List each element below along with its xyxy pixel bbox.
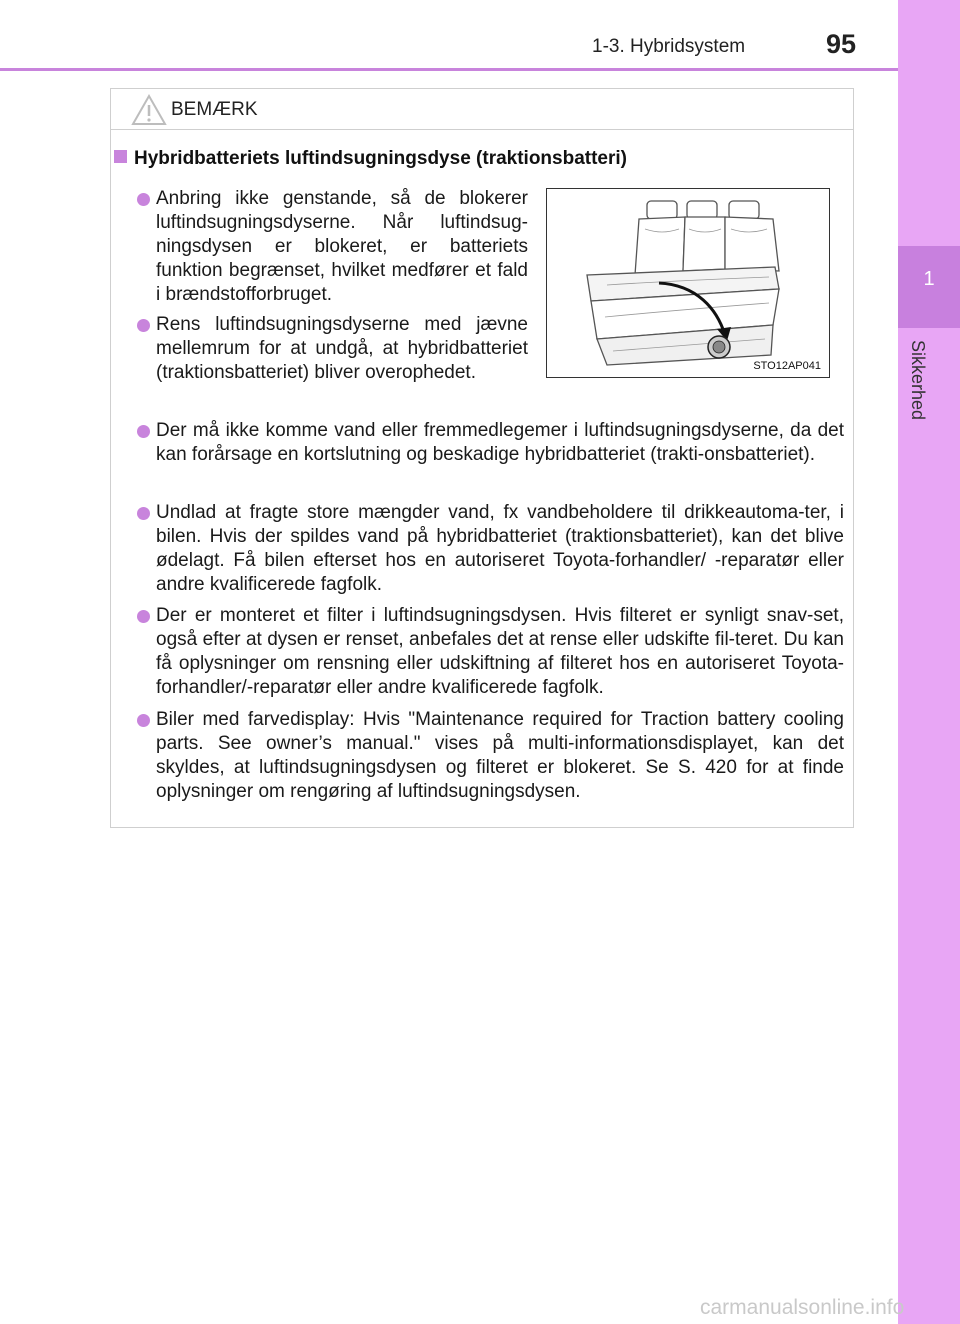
section-title: 1-3. Hybridsystem xyxy=(592,36,746,57)
subheading-text: Hybridbatteriets luftindsugningsdyse (traktionsbatteri) xyxy=(134,148,627,169)
list-item xyxy=(156,604,844,700)
note-label: BEMÆRK xyxy=(171,99,258,120)
list-item xyxy=(156,187,528,307)
bullet-icon xyxy=(137,507,150,520)
chapter-side-tab xyxy=(898,0,960,1324)
list-item-text: Rens luftindsugningsdyserne med jævne mellemrum for at undgå, at hybridbatteriet (traktionsbatteriet) bliver overophedet. xyxy=(156,314,528,383)
chapter-number-box xyxy=(898,246,960,328)
chapter-number: 1 xyxy=(923,268,935,290)
bullet-icon xyxy=(137,425,150,438)
bullet-icon xyxy=(137,714,150,727)
bullet-icon xyxy=(137,610,150,623)
bullet-icon xyxy=(137,319,150,332)
watermark: carmanualsonline.info xyxy=(700,1296,905,1319)
square-bullet-icon xyxy=(114,150,127,163)
chapter-title: Sikkerhed xyxy=(908,340,928,421)
list-item-text: Der er monteret et filter i luftindsugningsdysen. Hvis filteret er synligt snav-set, også efter at dysen er renset, anbefales det at rense eller udskifte fil-teret. Du kan få oplysninger om rensning eller udskiftning af filteret hos en autoriseret Toyota-forhandler/-reparatør eller andre kvalificerede fagfolk. xyxy=(156,605,844,698)
list-item xyxy=(156,501,844,597)
rear-seat-illustration xyxy=(546,188,830,378)
list-item-text: Der må ikke komme vand eller fremmedlegemer i luftindsugningsdyserne, da det kan forårsage en kortslutning og beskadige hybridbatteriet (trakti-onsbatteriet). xyxy=(156,420,844,465)
illustration-code: STO12AP041 xyxy=(753,360,821,372)
list-item-text: Anbring ikke genstande, så de blokerer luftindsugningsdyserne. Når luftindsug-ningsdysen er blokeret, er batteriets funktion begrænset, hvilket medfører et fald i brændstofforbruget. xyxy=(156,188,528,305)
bullet-icon xyxy=(137,193,150,206)
list-item-text: Biler med farvedisplay: Hvis "Maintenance required for Traction battery cooling parts. See owner’s manual." vises på multi-informationsdisplayet, kan det skyldes, at luftindsugningsdysen og filteret er blokeret. Se S. 420 for at finde oplysninger om rengøring af luftindsugningsdysen. xyxy=(156,709,844,802)
list-item xyxy=(156,419,844,467)
list-item-text: Undlad at fragte store mængder vand, fx vandbeholdere til drikkeautoma-ter, i bilen. Hvis der spildes vand på hybridbatteriet (traktionsbatteriet), kan det blive ødelagt. Få bilen efterset hos en autoriseret Toyota-forhandler/ -reparatør eller andre kvalificerede fagfolk. xyxy=(156,502,844,595)
rear-seat-drawing xyxy=(547,189,829,377)
header-rule xyxy=(0,68,898,71)
list-item xyxy=(156,708,844,804)
page-number: 95 xyxy=(826,29,857,59)
subheading xyxy=(114,148,627,170)
note-header xyxy=(111,89,853,130)
warning-icon xyxy=(131,94,167,126)
list-item xyxy=(156,313,528,385)
